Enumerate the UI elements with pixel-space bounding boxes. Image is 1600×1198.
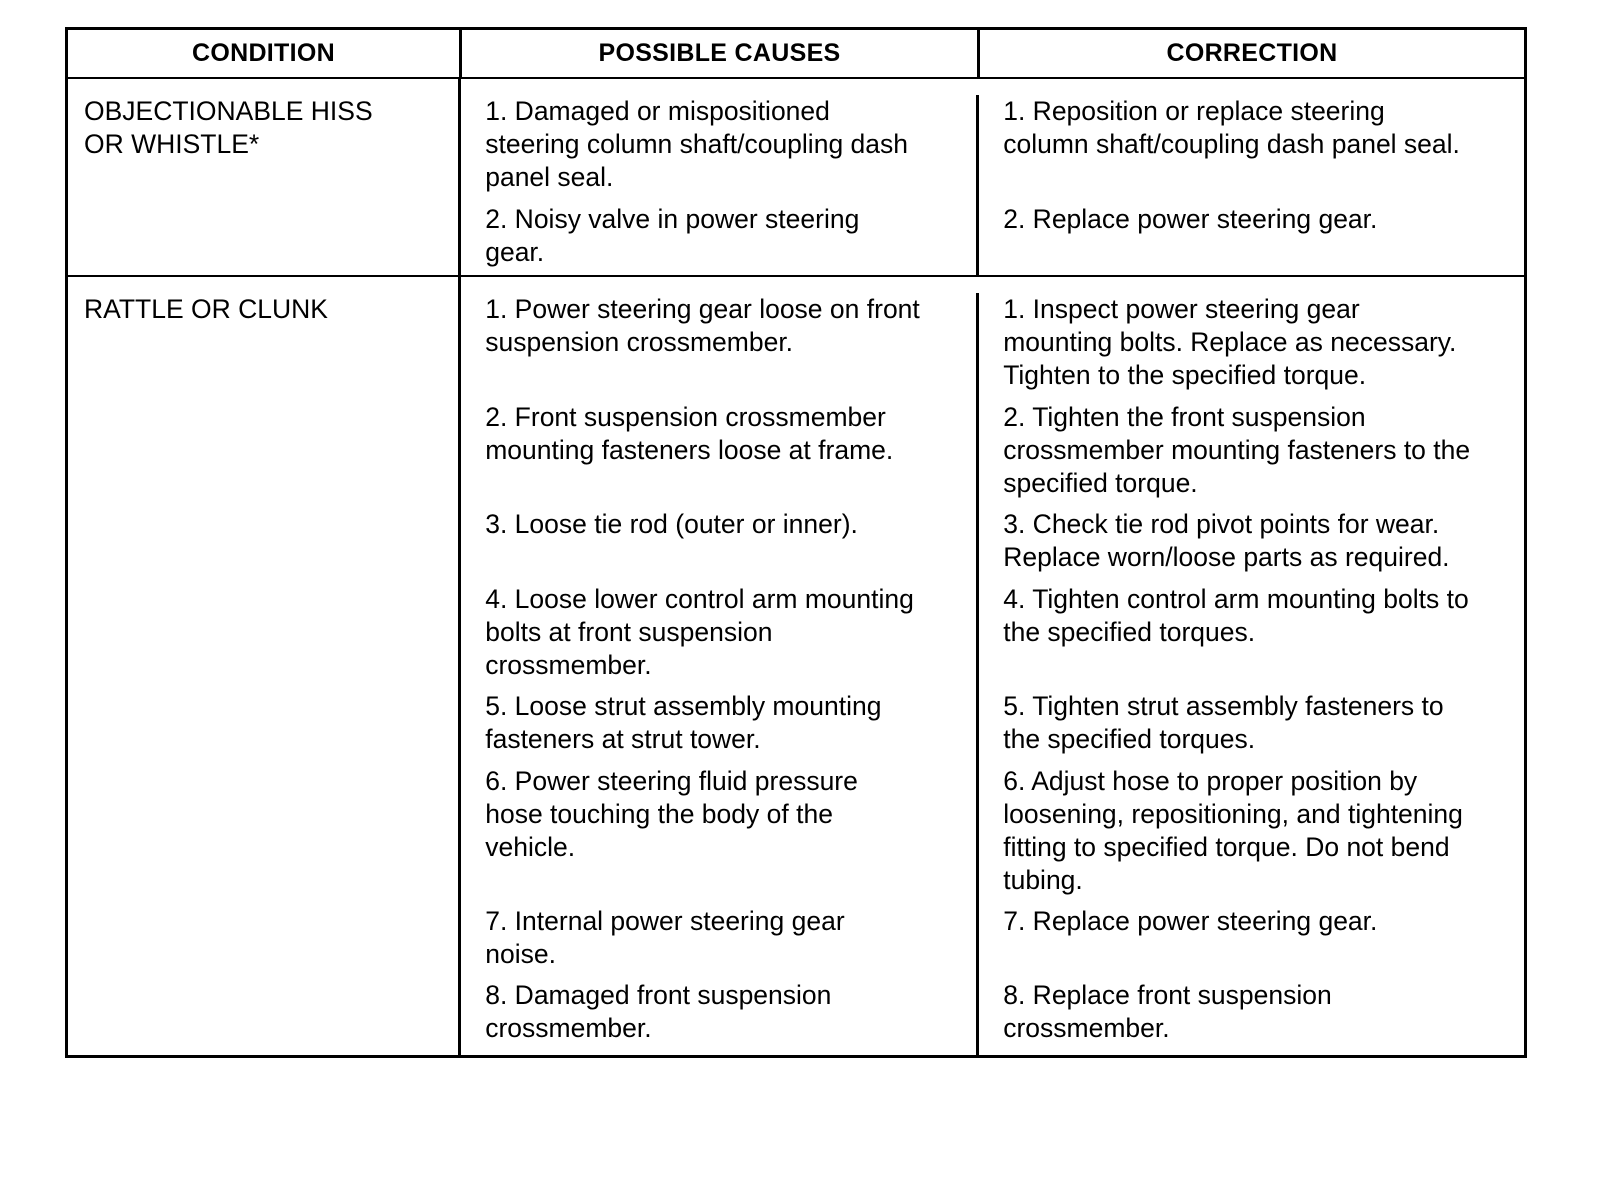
cause-cell: 4. Loose lower control arm mounting bolts at front suspension crossmember. (461, 583, 979, 690)
header-condition: CONDITION (68, 30, 462, 77)
table-row (461, 765, 1524, 905)
correction-cell: 5. Tighten strut assembly fasteners to the specified torques. (1003, 691, 1444, 754)
causes-corrections (461, 79, 1524, 275)
correction-cell: 2. Replace power steering gear. (1003, 204, 1378, 234)
table-row (461, 508, 1524, 583)
cause-cell: 6. Power steering fluid pressure hose touching the body of the vehicle. (461, 765, 979, 905)
causes-corrections (461, 277, 1524, 1055)
correction-cell: 1. Inspect power steering gear mounting bolts. Replace as necessary. Tighten to the specified torque. (1003, 294, 1457, 390)
header-correction: CORRECTION (1166, 39, 1338, 67)
diagnosis-table (65, 27, 1527, 1058)
table-row-rattle-clunk (68, 277, 1524, 1055)
cause-cell: 1. Damaged or mispositioned steering column shaft/coupling dash panel seal. (461, 95, 979, 203)
correction-cell: 6. Adjust hose to proper position by loosening, repositioning, and tightening fitting to specified torque. Do not bend tubing. (1003, 766, 1463, 895)
cause-cell: 2. Noisy valve in power steering gear. (461, 203, 979, 275)
condition-cell: RATTLE OR CLUNK (68, 277, 461, 1055)
header-possible-causes: POSSIBLE CAUSES (462, 30, 980, 77)
correction-cell: 2. Tighten the front suspension crossmember mounting fasteners to the specified torque. (1003, 402, 1471, 498)
cause-cell: 3. Loose tie rod (outer or inner). (461, 508, 979, 583)
correction-cell: 1. Reposition or replace steering column shaft/coupling dash panel seal. (1003, 96, 1460, 159)
table-row (461, 203, 1524, 275)
table-row (461, 690, 1524, 765)
cause-cell: 5. Loose strut assembly mounting fasteners at strut tower. (461, 690, 979, 765)
correction-cell: 8. Replace front suspension crossmember. (1003, 980, 1332, 1043)
cause-cell: 2. Front suspension crossmember mounting fasteners loose at frame. (461, 401, 979, 508)
table-row (461, 95, 1524, 203)
cause-cell: 8. Damaged front suspension crossmember. (461, 979, 979, 1055)
condition-cell: OBJECTIONABLE HISS OR WHISTLE* (68, 79, 461, 275)
correction-cell: 7. Replace power steering gear. (1003, 906, 1378, 936)
table-row (461, 979, 1524, 1055)
table-row (461, 401, 1524, 508)
table-row (461, 583, 1524, 690)
table-row (461, 905, 1524, 979)
cause-cell: 7. Internal power steering gear noise. (461, 905, 979, 979)
table-row-hiss-whistle (68, 79, 1524, 277)
correction-cell: 3. Check tie rod pivot points for wear. Replace worn/loose parts as required. (1003, 509, 1450, 572)
table-header (68, 30, 1524, 79)
correction-cell: 4. Tighten control arm mounting bolts to the specified torques. (1003, 584, 1469, 647)
table-row (461, 293, 1524, 401)
cause-cell: 1. Power steering gear loose on front suspension crossmember. (461, 293, 979, 401)
